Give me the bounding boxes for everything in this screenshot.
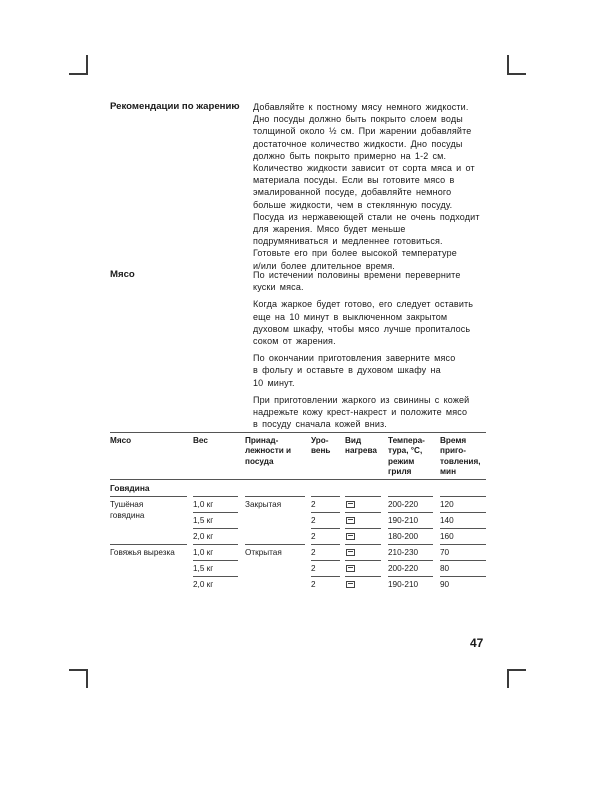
crop-mark-bottom-left-v [86,669,88,688]
row-rule [388,496,433,497]
paragraph [253,101,493,272]
text-line: Готовьте его при более высокой температуре [253,248,457,259]
header-line: тура, °C, [388,446,423,456]
cell-meat: Тушёная [110,500,144,509]
row-rule [110,544,187,545]
row-rule [440,560,486,561]
header-line: вень [311,446,331,456]
header-line: режим [388,456,415,466]
text-line: в посуду сначала кожей вниз. [253,419,387,430]
text-line: для жарения. Мясо будет меньше [253,224,406,235]
row-rule [311,528,340,529]
cell-temp: 200-220 [388,500,419,509]
cell-weight: 1,0 кг [193,548,214,557]
row-rule [388,512,433,513]
header-weight [193,436,208,446]
cell-level: 2 [311,500,316,509]
text-line: По окончании приготовления заверните мясо [253,353,456,364]
row-rule [345,560,381,561]
cell-weight: 1,0 кг [193,500,214,509]
text-line: 10 минут. [253,377,295,388]
row-rule [193,560,238,561]
text-line: еще на 10 минут в выключенном закрытом [253,311,448,322]
header-heating-type [345,436,377,457]
cell-temp: 210-230 [388,548,419,557]
table-top-rule [110,432,486,433]
text-line: Добавляйте к постному мясу немного жидкости. [253,102,469,112]
top-bottom-heat-icon [346,501,355,508]
section-title-roasting-tips: Рекомендации по жарению [110,101,240,112]
header-line: Темпера- [388,436,425,445]
row-rule [193,528,238,529]
group-label-beef: Говядина [110,483,150,493]
crop-mark-bottom-right-v [507,669,509,688]
header-accessories [245,436,291,467]
row-rule [193,576,238,577]
row-rule [245,496,305,497]
crop-mark-top-left-v [86,55,88,74]
header-line: гриля [388,466,412,476]
paragraph [253,298,493,347]
top-bottom-heat-icon [346,565,355,572]
cell-dish: Закрытая [245,500,282,509]
text-line: духовом шкафу, чтобы мясо лучше пропиталось [253,323,471,334]
header-time [440,436,481,477]
cell-level: 2 [311,516,316,525]
row-rule [440,544,486,545]
text-line: соком от жарения. [253,336,336,347]
header-level [311,436,330,457]
text-line: материала посуды. Если вы готовите мясо в [253,175,455,186]
row-rule [388,528,433,529]
cell-weight: 1,5 кг [193,516,214,525]
text-line: надрежьте кожу крест-накрест и положите мясо [253,407,468,418]
text-line: эмалированной посуде, добавляйте немного [253,187,452,198]
row-rule [193,512,238,513]
row-rule [388,544,433,545]
header-line: приго- [440,446,467,456]
paragraph [253,269,493,293]
row-rule [345,544,381,545]
cell-weight: 1,5 кг [193,564,214,573]
text-line: Когда жаркое будет готово, его следует оставить [253,299,474,310]
cell-temp: 200-220 [388,564,419,573]
row-rule [345,512,381,513]
text-line: Количество жидкости зависит от сорта мяса и от [253,163,475,174]
header-line: лежности и [245,446,292,456]
crop-mark-top-right-h [507,73,526,75]
cell-meat: говядина [110,511,145,520]
text-line: в фольгу и оставьте в духовом шкафу на [253,365,441,376]
top-bottom-heat-icon [346,517,355,524]
cell-temp: 190-210 [388,516,419,525]
crop-mark-bottom-right-h [507,669,526,671]
section-body-meat [253,269,493,435]
row-rule [245,544,305,545]
row-rule [193,496,238,497]
page-number: 47 [470,636,484,650]
header-temperature [388,436,425,477]
text-line: и/или более длительное время. [253,260,395,271]
text-line: должно быть покрыто примерно на 1-2 см. [253,150,447,161]
text-line: По истечении половины времени переверните [253,270,461,280]
row-rule [311,560,340,561]
text-line: Дно посуды должно быть покрыто слоем воды [253,114,463,125]
row-rule [345,528,381,529]
header-line: Вид [345,436,362,445]
table-header-rule [110,479,486,480]
text-line: Посуда из нержавеющей стали не очень подходит [253,211,480,222]
top-bottom-heat-icon [346,549,355,556]
cell-time: 70 [440,548,450,557]
header-line: нагрева [345,446,377,456]
row-rule [311,544,340,545]
cell-temp: 190-210 [388,580,419,589]
cell-time: 140 [440,516,454,525]
cell-weight: 2,0 кг [193,532,214,541]
cell-weight: 2,0 кг [193,580,214,589]
cell-time: 90 [440,580,450,589]
row-rule [440,512,486,513]
header-line: Принад- [245,436,279,445]
text-line: достаточное количество жидкости. Дно посуды [253,138,463,149]
row-rule [193,544,238,545]
row-rule [311,496,340,497]
row-rule [440,496,486,497]
text-line: больше жидкости, чем в стеклянную посуду. [253,199,453,210]
cell-level: 2 [311,580,316,589]
row-rule [440,576,486,577]
row-rule [388,560,433,561]
cell-level: 2 [311,532,316,541]
cell-time: 160 [440,532,454,541]
cell-level: 2 [311,564,316,573]
cell-dish: Открытая [245,548,282,557]
row-rule [311,576,340,577]
top-bottom-heat-icon [346,533,355,540]
header-line: Уро- [311,436,329,445]
section-title-meat: Мясо [110,269,135,280]
cell-time: 120 [440,500,454,509]
top-bottom-heat-icon [346,581,355,588]
header-line: посуда [245,456,274,466]
header-line: товления, [440,456,481,466]
header-meat [110,436,131,446]
text-line: подрумяниваться и медленнее готовиться. [253,236,443,247]
crop-mark-top-left-h [69,73,88,75]
section-body-roasting-tips [253,101,493,277]
header-line: Вес [193,436,208,445]
row-rule [345,576,381,577]
text-line: куски мяса. [253,282,304,293]
row-rule [110,496,187,497]
row-rule [440,528,486,529]
header-line: Мясо [110,436,132,445]
cell-meat: Говяжья вырезка [110,548,175,557]
header-line: мин [440,466,457,476]
paragraph [253,394,493,431]
row-rule [388,576,433,577]
cell-temp: 180-200 [388,532,419,541]
text-line: При приготовлении жаркого из свинины с кожей [253,394,470,405]
header-line: Время [440,436,467,445]
row-rule [345,496,381,497]
paragraph [253,352,493,389]
text-line: толщиной около ½ см. При жарении добавляйте [253,126,472,137]
crop-mark-top-right-v [507,55,509,74]
cell-level: 2 [311,548,316,557]
cell-time: 80 [440,564,450,573]
row-rule [311,512,340,513]
